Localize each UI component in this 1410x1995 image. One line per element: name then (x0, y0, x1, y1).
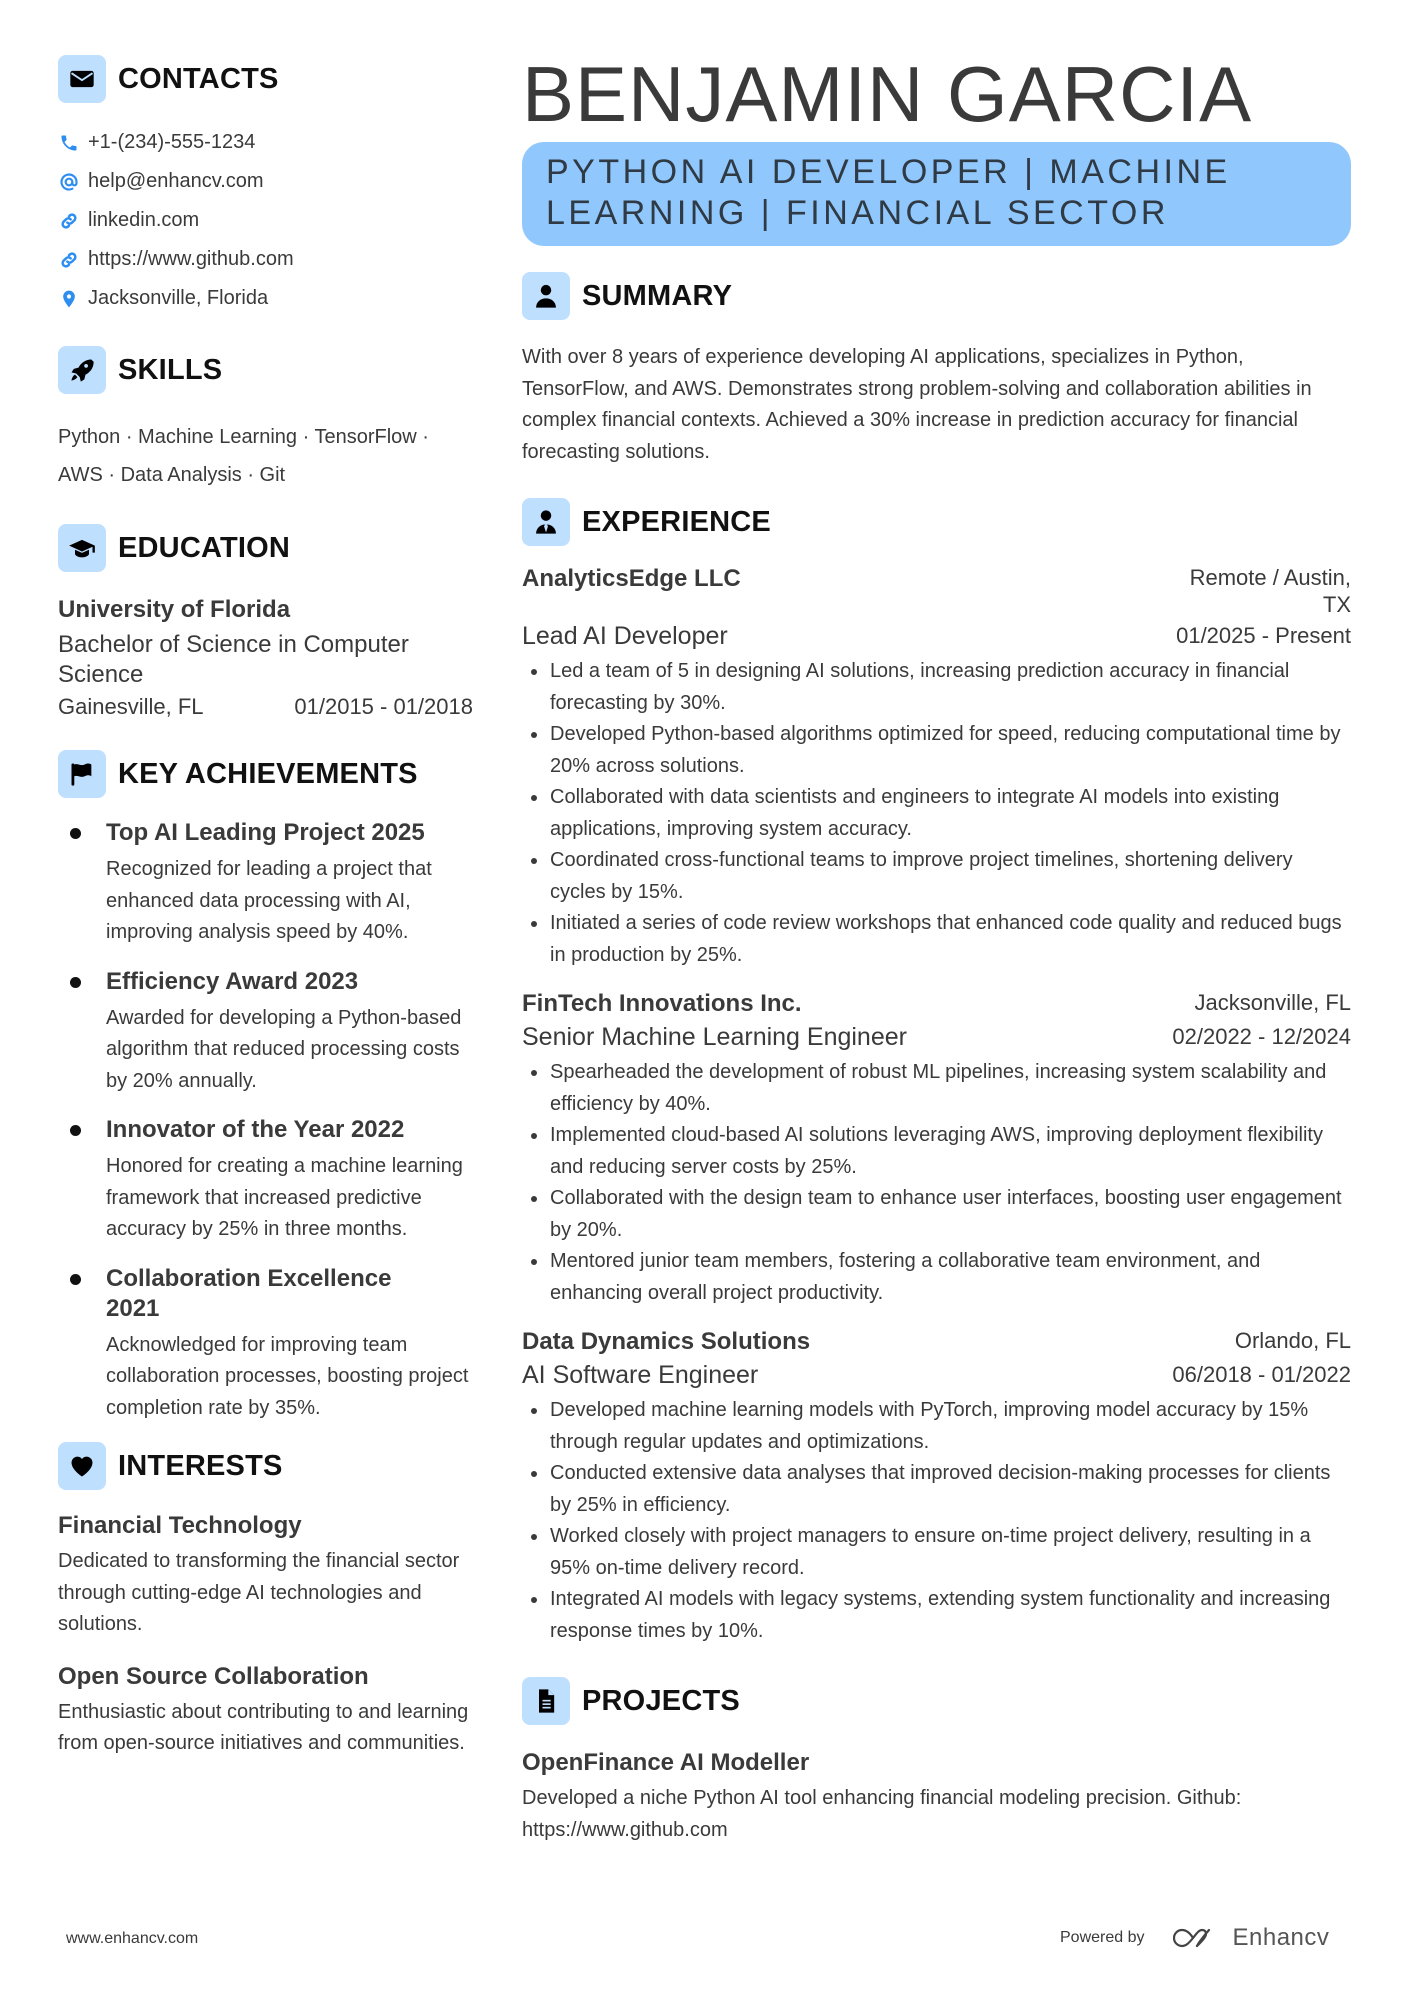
bullet-icon (70, 977, 81, 988)
bullet-icon (70, 828, 81, 839)
section-title: CONTACTS (118, 62, 279, 95)
heart-icon (58, 1442, 106, 1490)
job-bullet: Collaborated with the design team to enhance user interfaces, boosting user engagement by 20%. (522, 1183, 1351, 1246)
section-title: EXPERIENCE (582, 505, 771, 538)
contact-linkedin[interactable] (58, 201, 478, 240)
achievement-item (58, 1264, 478, 1425)
job-bullet: Conducted extensive data analyses that improved decision-making processes for clients by 25% in efficiency. (522, 1458, 1351, 1521)
company-name: FinTech Innovations Inc. (522, 990, 802, 1017)
achievement-desc: Recognized for leading a project that enhanced data processing with AI, improving analysis speed by 40%. (106, 858, 432, 943)
job-bullet: Coordinated cross-functional teams to improve project timelines, shortening delivery cycles by 15%. (522, 845, 1351, 908)
job-role: Senior Machine Learning Engineer (522, 1023, 907, 1051)
job-location: Jacksonville, FL (1194, 990, 1351, 1015)
bullet-icon (70, 1274, 81, 1285)
achievements-section (58, 750, 478, 1424)
contacts-header (58, 55, 478, 103)
contact-text: Jacksonville, Florida (88, 287, 269, 309)
degree: Bachelor of Science in Computer Science (58, 631, 409, 688)
interest-desc: Dedicated to transforming the financial sector through cutting-edge AI technologies and solutions. (58, 1550, 460, 1635)
section-title: EDUCATION (118, 531, 291, 564)
experience-section (522, 498, 1351, 1647)
brand-name: Enhancv (1232, 1924, 1330, 1951)
contact-text: linkedin.com (88, 209, 200, 231)
contact-location (58, 279, 478, 318)
footer-branding[interactable] (1060, 1924, 1329, 1952)
summary-section (522, 272, 1351, 468)
envelope-icon (58, 55, 106, 103)
job-bullet: Developed Python-based algorithms optimized for speed, reducing computational time by 20% across solutions. (522, 719, 1351, 782)
achievement-desc: Acknowledged for improving team collaboration processes, boosting project completion rate by 35%. (106, 1333, 469, 1419)
achievement-item (58, 818, 478, 949)
link-icon (58, 210, 80, 232)
interests-section (58, 1442, 478, 1760)
job-entry (522, 1327, 1351, 1647)
powered-by-label: Powered by (1060, 1929, 1145, 1946)
skills-section (58, 346, 478, 494)
project-desc: Developed a niche Python AI tool enhancing financial modeling precision. Github: https://www.github.com (522, 1787, 1242, 1841)
achievements-header (58, 750, 478, 798)
project-title: OpenFinance AI Modeller (522, 1749, 810, 1776)
user-tie-icon (522, 498, 570, 546)
achievement-item (58, 967, 478, 1098)
job-dates: 06/2018 - 01/2022 (1172, 1362, 1351, 1387)
location-pin-icon (58, 288, 80, 310)
achievement-title: Collaboration Excellence 2021 (106, 1264, 392, 1322)
job-title-banner (522, 142, 1351, 246)
job-role: AI Software Engineer (522, 1361, 759, 1389)
flag-icon (58, 750, 106, 798)
contacts-section (58, 55, 478, 318)
experience-header (522, 498, 1351, 546)
phone-icon (58, 132, 80, 154)
job-bullet: Led a team of 5 in designing AI solutions, increasing prediction accuracy in financial forecasting by 30%. (522, 656, 1351, 719)
interest-desc: Enthusiastic about contributing to and learning from open-source initiatives and communities. (58, 1700, 469, 1754)
job-bullet: Worked closely with project managers to ensure on-time project delivery, resulting in a 95% on-time delivery record. (522, 1521, 1351, 1584)
edu-location: Gainesville, FL (58, 694, 204, 719)
job-dates: 01/2025 - Present (1176, 623, 1351, 648)
job-dates: 02/2022 - 12/2024 (1172, 1024, 1351, 1049)
job-bullet: Implemented cloud-based AI solutions leveraging AWS, improving deployment flexibility and reducing server costs by 25%. (522, 1120, 1351, 1183)
job-location: Remote / Austin, TX (1189, 565, 1351, 617)
rocket-icon (58, 346, 106, 394)
achievement-title: Innovator of the Year 2022 (106, 1116, 405, 1143)
section-title: SUMMARY (582, 279, 733, 312)
contact-github[interactable] (58, 240, 478, 279)
education-header (58, 524, 478, 572)
achievement-desc: Awarded for developing a Python-based algorithm that reduced processing costs by 20% annually. (106, 1006, 462, 1092)
summary-header (522, 272, 1351, 320)
link-icon (58, 249, 80, 271)
candidate-name: BENJAMIN GARCIA (522, 50, 1253, 138)
left-column (58, 55, 478, 1760)
summary-text: With over 8 years of experience developing AI applications, specializes in Python, TensorFlow, and AWS. Demonstrates strong problem-solving and collaboration abilities in complex financial contexts. Achieved a 30% increase in prediction accuracy for financial forecasting solutions. (522, 346, 1312, 463)
footer-website-link[interactable]: www.enhancv.com (66, 1930, 199, 1947)
section-title: SKILLS (118, 353, 223, 386)
school-name: University of Florida (58, 596, 291, 623)
job-title-line: PYTHON AI DEVELOPER | MACHINE (546, 153, 1231, 191)
job-entry (522, 989, 1351, 1309)
job-location: Orlando, FL (1234, 1328, 1351, 1353)
interests-header (58, 1442, 478, 1490)
interest-title: Open Source Collaboration (58, 1662, 369, 1690)
job-bullet: Initiated a series of code review workshops that enhanced code quality and reduced bugs in production by 25%. (522, 908, 1351, 971)
right-column (522, 52, 1351, 1846)
company-name: Data Dynamics Solutions (522, 1328, 811, 1355)
section-title: KEY ACHIEVEMENTS (118, 757, 418, 790)
user-icon (522, 272, 570, 320)
bullet-icon (70, 1125, 81, 1136)
contact-text: +1-(234)-555-1234 (88, 131, 256, 153)
company-name: AnalyticsEdge LLC (522, 565, 741, 592)
graduation-cap-icon (58, 524, 106, 572)
job-bullet: Mentored junior team members, fostering a collaborative team environment, and enhancing overall project productivity. (522, 1246, 1351, 1309)
contact-phone[interactable] (58, 123, 478, 162)
projects-header (522, 1677, 1351, 1725)
interest-title: Financial Technology (58, 1512, 302, 1539)
section-title: INTERESTS (118, 1449, 283, 1482)
at-icon (58, 171, 80, 193)
job-title-line: LEARNING | FINANCIAL SECTOR (546, 194, 1169, 232)
job-bullet: Developed machine learning models with PyTorch, improving model accuracy by 15% through regular updates and optimizations. (522, 1395, 1351, 1458)
edu-dates: 01/2015 - 01/2018 (294, 694, 473, 719)
document-icon (522, 1677, 570, 1725)
section-title: PROJECTS (582, 1684, 740, 1717)
skills-list: Python · Machine Learning · TensorFlow · AWS · Data Analysis · Git (58, 426, 429, 486)
skills-header (58, 346, 478, 394)
job-role: Lead AI Developer (522, 622, 728, 650)
achievement-item (58, 1115, 478, 1246)
job-bullet: Integrated AI models with legacy systems, extending system functionality and increasing response times by 10%. (522, 1584, 1351, 1647)
achievement-desc: Honored for creating a machine learning framework that increased predictive accuracy by 25% in three months. (106, 1155, 463, 1240)
job-bullet: Spearheaded the development of robust ML pipelines, increasing system scalability and efficiency by 40%. (522, 1057, 1351, 1120)
achievement-title: Efficiency Award 2023 (106, 967, 359, 995)
job-bullet: Collaborated with data scientists and engineers to integrate AI models into existing applications, improving system accuracy. (522, 782, 1351, 845)
projects-section (522, 1677, 1351, 1846)
contact-text: help@enhancv.com (88, 170, 264, 192)
achievement-title: Top AI Leading Project 2025 (106, 819, 425, 846)
job-entry (522, 564, 1351, 971)
education-section (58, 524, 478, 720)
enhancv-logo-icon (1173, 1925, 1221, 1951)
contact-email[interactable] (58, 162, 478, 201)
contact-text: https://www.github.com (88, 248, 294, 270)
